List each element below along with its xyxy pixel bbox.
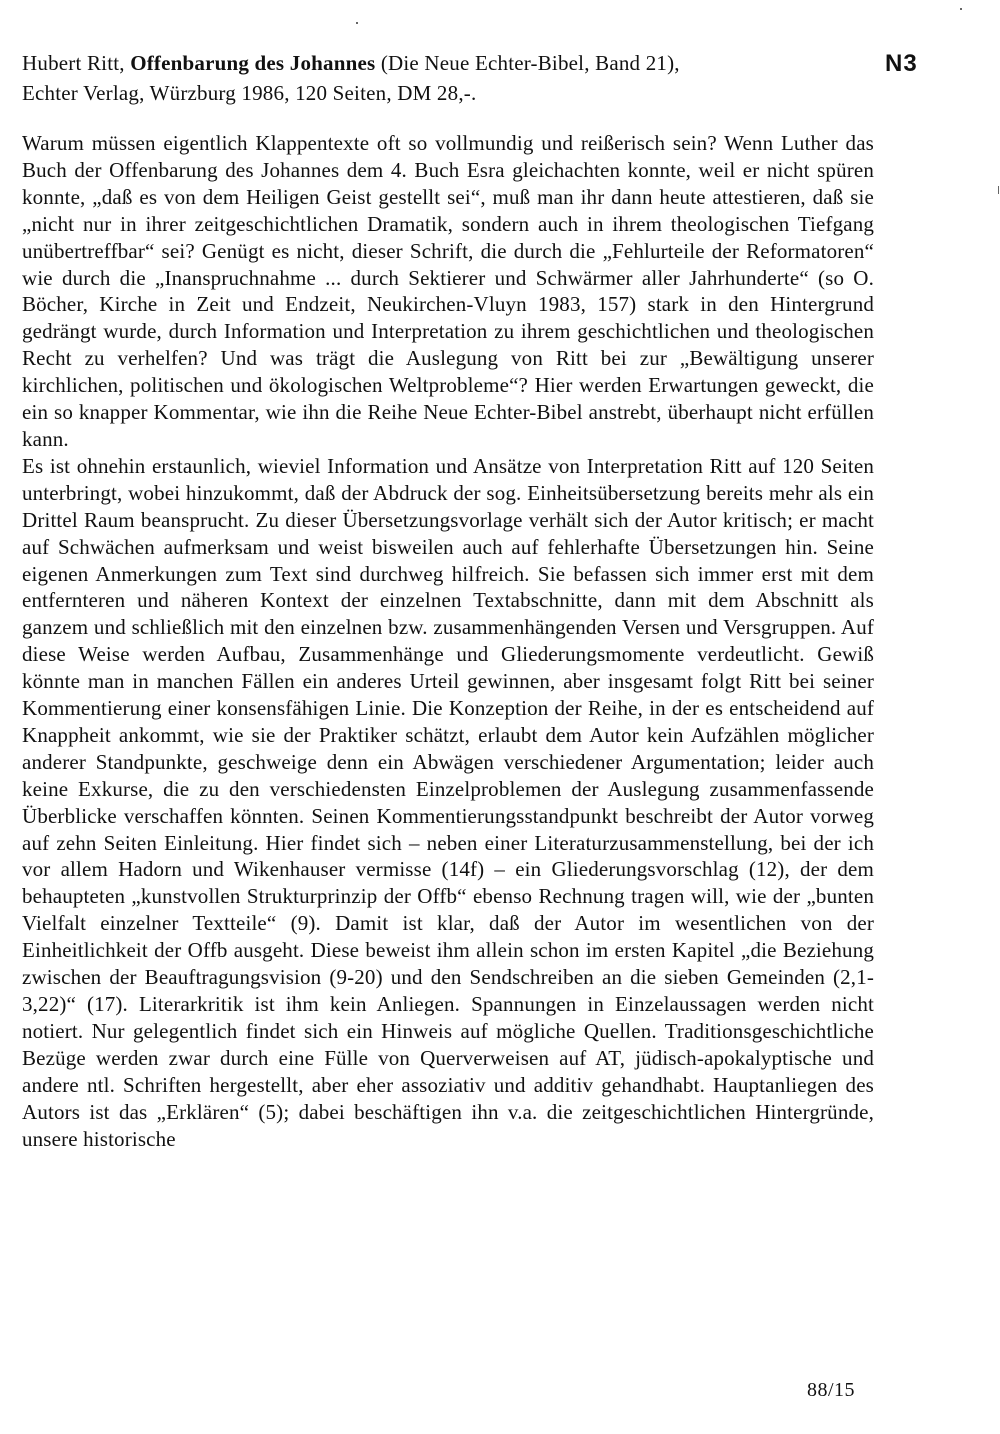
page-number: 88/15 — [807, 1379, 856, 1401]
citation-title: Offenbarung des Johannes — [130, 51, 376, 75]
citation-series: (Die Neue Echter-Bibel, Band 21), — [380, 51, 680, 75]
scan-speck — [356, 22, 358, 24]
citation-header — [22, 48, 882, 108]
section-badge: N3 — [885, 50, 918, 77]
paragraph-2: Es ist ohnehin erstaunlich, wieviel Information und Ansätze von Interpretation Ritt auf 120 Seiten unterbringt, wobei hinzukommt, daß der Abdruck der sog. Einheitsübersetzung bereits mehr als ein Drittel Raum beansprucht. Zu dieser Übersetzungsvorlage verhält sich der Autor kritisch; er macht auf Schwächen aufmerksam und weist bisweilen auch auf fehlerhafte Übersetzungen hin. Seine eigenen Anmerkungen zum Text sind durchweg hilfreich. Sie befassen sich immer erst mit dem entfernteren und näheren Kontext der einzelnen Textabschnitte, dann mit dem Abschnitt als ganzem und schließlich mit den einzelnen bzw. zusammenhängenden Versen und Versgruppen. Auf diese Weise werden Aufbau, Zusammenhänge und Gliederungsmomente verdeutlicht. Gewiß könnte man in manchen Fällen ein anderes Urteil gewinnen, aber insgesamt folgt Ritt bei seiner Kommentierung einer konsensfähigen Linie. Die Konzeption der Reihe, in der es entscheidend auf Knappheit ankommt, wie sie der Praktiker schätzt, erlaubt dem Autor kein Aufzählen möglicher anderer Standpunkte, geschweige denn ein Abwägen verschiedener Argumentation; leider auch keine Exkurse, die zu den verschiedensten Einzelproblemen der Auslegung zusammenfassende Überblicke verschaffen könnten. Seinen Kommentierungsstandpunkt beschreibt der Autor vorweg auf zehn Seiten Einleitung. Hier findet sich – neben einer Literaturzusammenstellung, bei der ich vor allem Hadorn und Wikenhauser vermisse (14f) – ein Gliederungsvorschlag (12), der dem behaupteten „kunstvollen Strukturprinzip der Offb“ ebenso Rechnung tragen will, wie der „bunten Vielfalt einzelner Textteile“ (9). Damit ist klar, daß der Autor im wesentlichen von der Einheitlichkeit der Offb ausgeht. Diese beweist ihm allein schon im ersten Kapitel „die Beziehung zwischen der Beauftragungsvision (9-20) und den Sendschreiben an die sieben Gemeinden (2,1-3,22)“ (17). Literarkritik ist ihm kein Anliegen. Spannungen in Einzelaussagen werden nicht notiert. Nur gelegentlich findet sich ein Hinweis auf mögliche Quellen. Traditionsgeschichtliche Bezüge werden zwar durch eine Fülle von Querverweisen auf AT, jüdisch-apokalyptische und andere ntl. Schriften hergestellt, aber eher assoziativ und additiv gehandhabt. Hauptanliegen des Autors ist das „Erklären“ (5); dabei beschäftigen ihn v.a. die zeitgeschichtlichen Hintergründe, unsere historische — [22, 453, 874, 1151]
review-body — [22, 130, 874, 1152]
citation-author: Hubert Ritt, — [22, 51, 125, 75]
scan-speck — [960, 8, 962, 10]
scan-speck — [998, 186, 999, 194]
paragraph-1: Warum müssen eigentlich Klappentexte oft so vollmundig und reißerisch sein? Wenn Luther das Buch der Offenbarung des Johannes dem 4. Buch Esra gleichachten konnte, weil er nicht spüren konnte, „daß es von dem Heiligen Geist gestellt sei“, muß man ihr dann heute attestieren, daß sie „nicht nur in ihrer zeitgeschichtlichen Dramatik, sondern auch in ihrem theologischen Tiefgang unübertreffbar“ sei? Genügt es nicht, dieser Schrift, die durch die „Fehlurteile der Reformatoren“ wie durch die „Inanspruchnahme ... durch Sektierer und Schwärmer aller Jahrhunderte“ (so O. Böcher, Kirche in Zeit und Endzeit, Neukirchen-Vluyn 1983, 157) stark in den Hintergrund gedrängt wurde, durch Information und Interpretation zu ihrem geschichtlichen und theologischen Recht zu verhelfen? Und was trägt die Auslegung von Ritt bei zur „Bewältigung unserer kirchlichen, politischen und ökologischen Weltprobleme“? Hier werden Erwartungen geweckt, die ein so knapper Kommentar, wie ihn die Reihe Neue Echter-Bibel anstrebt, überhaupt nicht erfüllen kann. — [22, 131, 874, 451]
citation-publication: Echter Verlag, Würzburg 1986, 120 Seiten, DM 28,-. — [22, 81, 477, 105]
